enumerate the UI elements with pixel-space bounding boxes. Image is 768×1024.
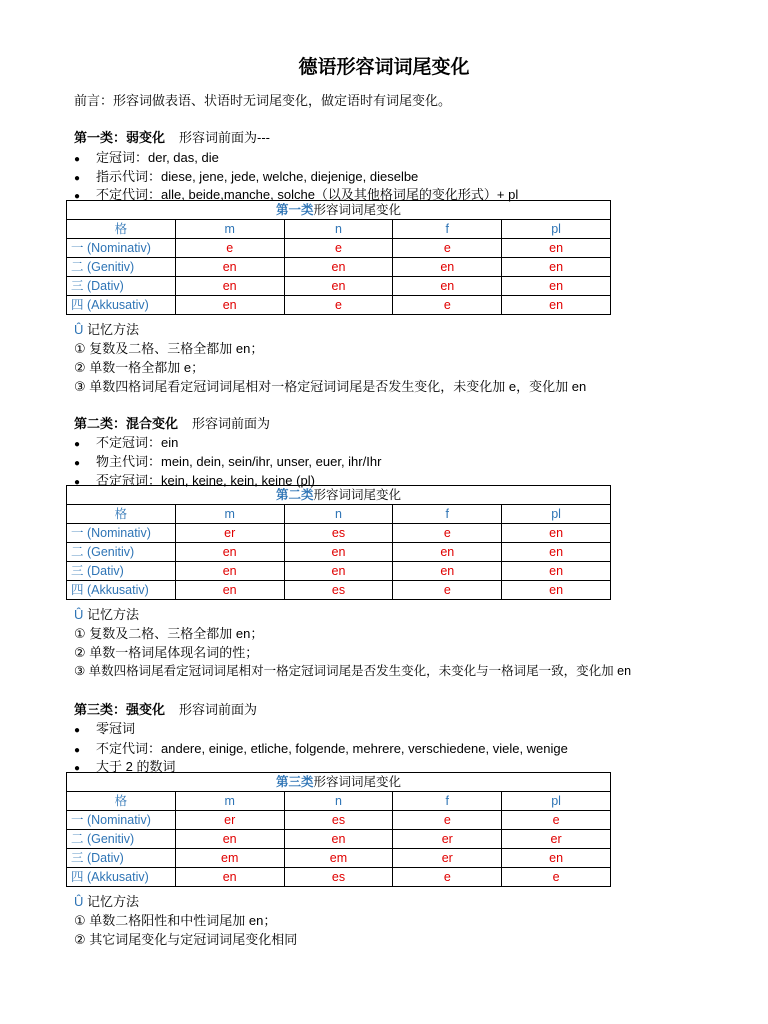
memo-item: ① 单数二格阳性和中性词尾加 en； bbox=[74, 913, 277, 928]
list-item: ● 不定代词：alle, beide,manche, solche（以及其他格词尾的变化形式）+ pl bbox=[74, 187, 519, 202]
table-row: 一 (Nominativ) er es e en bbox=[67, 524, 611, 543]
section-1-heading bbox=[74, 127, 270, 146]
memo-heading: Û 记忆方法 bbox=[74, 322, 140, 337]
memo-item: ② 其它词尾变化与定冠词词尾变化相同 bbox=[74, 932, 298, 947]
section-3-title: 第三类：强变化 bbox=[74, 702, 166, 717]
memo-heading: Û 记忆方法 bbox=[74, 607, 140, 622]
list-item: ● 不定冠词：ein bbox=[74, 435, 179, 450]
memo-item: ① 复数及二格、三格全都加 en； bbox=[74, 626, 264, 641]
memo-item: ① 复数及二格、三格全都加 en； bbox=[74, 341, 264, 356]
memo-item: ② 单数一格词尾体现名词的性； bbox=[74, 645, 259, 660]
bullet-icon: ● bbox=[74, 763, 81, 774]
bullet-icon: ● bbox=[74, 477, 81, 488]
table-caption: 第二类形容词词尾变化 bbox=[67, 486, 611, 505]
memo-icon: Û bbox=[74, 894, 84, 909]
memo-item: ③ 单数四格词尾看定冠词词尾相对一格定冠词词尾是否发生变化，未变化与一格词尾一致，变化加 en bbox=[74, 664, 632, 678]
bullet-icon: ● bbox=[74, 191, 81, 202]
list-item: ● 不定代词：andere, einige, etliche, folgende, mehrere, verschiedene, viele, wenige bbox=[74, 741, 568, 756]
table-row: 二 (Genitiv) en en en en bbox=[67, 543, 611, 562]
section-2-desc: 形容词前面为 bbox=[192, 416, 271, 431]
list-item: ● 定冠词：der, das, die bbox=[74, 150, 219, 165]
bullet-icon: ● bbox=[74, 154, 81, 165]
intro-text: 前言：形容词做表语、状语时无词尾变化，做定语时有词尾变化。 bbox=[74, 93, 452, 108]
table-header-row: 格 m n f pl bbox=[67, 505, 611, 524]
section-1-desc: 形容词前面为--- bbox=[179, 130, 271, 145]
section-3-desc: 形容词前面为 bbox=[179, 702, 258, 717]
table-header-row: 格 m n f pl bbox=[67, 220, 611, 239]
list-item: ● 指示代词：diese, jene, jede, welche, diejenige, dieselbe bbox=[74, 169, 419, 184]
list-item: ● 大于 2 的数词 bbox=[74, 759, 176, 774]
section-2-title: 第二类：混合变化 bbox=[74, 416, 179, 431]
list-item: ● 零冠词 bbox=[74, 721, 136, 736]
memo-icon: Û bbox=[74, 322, 84, 337]
declension-table-2 bbox=[66, 485, 611, 600]
bullet-icon: ● bbox=[74, 439, 81, 450]
table-caption: 第一类形容词词尾变化 bbox=[67, 201, 611, 220]
section-3-heading bbox=[74, 699, 257, 718]
table-row: 四 (Akkusativ) en e e en bbox=[67, 296, 611, 315]
section-2-heading bbox=[74, 413, 270, 432]
bullet-icon: ● bbox=[74, 173, 81, 184]
memo-item: ③ 单数四格词尾看定冠词词尾相对一格定冠词词尾是否发生变化，未变化加 e，变化加 en bbox=[74, 379, 587, 394]
memo-heading: Û 记忆方法 bbox=[74, 894, 140, 909]
table-row: 一 (Nominativ) e e e en bbox=[67, 239, 611, 258]
declension-table-1 bbox=[66, 200, 611, 315]
table-header-row: 格 m n f pl bbox=[67, 792, 611, 811]
declension-table-3 bbox=[66, 772, 611, 887]
bullet-icon: ● bbox=[74, 745, 81, 756]
table-caption: 第三类形容词词尾变化 bbox=[67, 773, 611, 792]
table-row: 三 (Dativ) en en en en bbox=[67, 277, 611, 296]
memo-icon: Û bbox=[74, 607, 84, 622]
section-1-title: 第一类：弱变化 bbox=[74, 130, 166, 145]
list-item: ● 否定冠词：kein, keine, kein, keine (pl) bbox=[74, 473, 315, 488]
table-row: 一 (Nominativ) er es e e bbox=[67, 811, 611, 830]
table-row: 三 (Dativ) en en en en bbox=[67, 562, 611, 581]
table-row: 四 (Akkusativ) en es e e bbox=[67, 868, 611, 887]
memo-item: ② 单数一格全都加 e； bbox=[74, 360, 205, 375]
table-row: 二 (Genitiv) en en en en bbox=[67, 258, 611, 277]
page-title: 德语形容词词尾变化 bbox=[298, 56, 470, 78]
bullet-icon: ● bbox=[74, 725, 81, 736]
bullet-icon: ● bbox=[74, 458, 81, 469]
table-row: 四 (Akkusativ) en es e en bbox=[67, 581, 611, 600]
list-item: ● 物主代词：mein, dein, sein/ihr, unser, euer, ihr/Ihr bbox=[74, 454, 382, 469]
table-row: 二 (Genitiv) en en er er bbox=[67, 830, 611, 849]
table-row: 三 (Dativ) em em er en bbox=[67, 849, 611, 868]
